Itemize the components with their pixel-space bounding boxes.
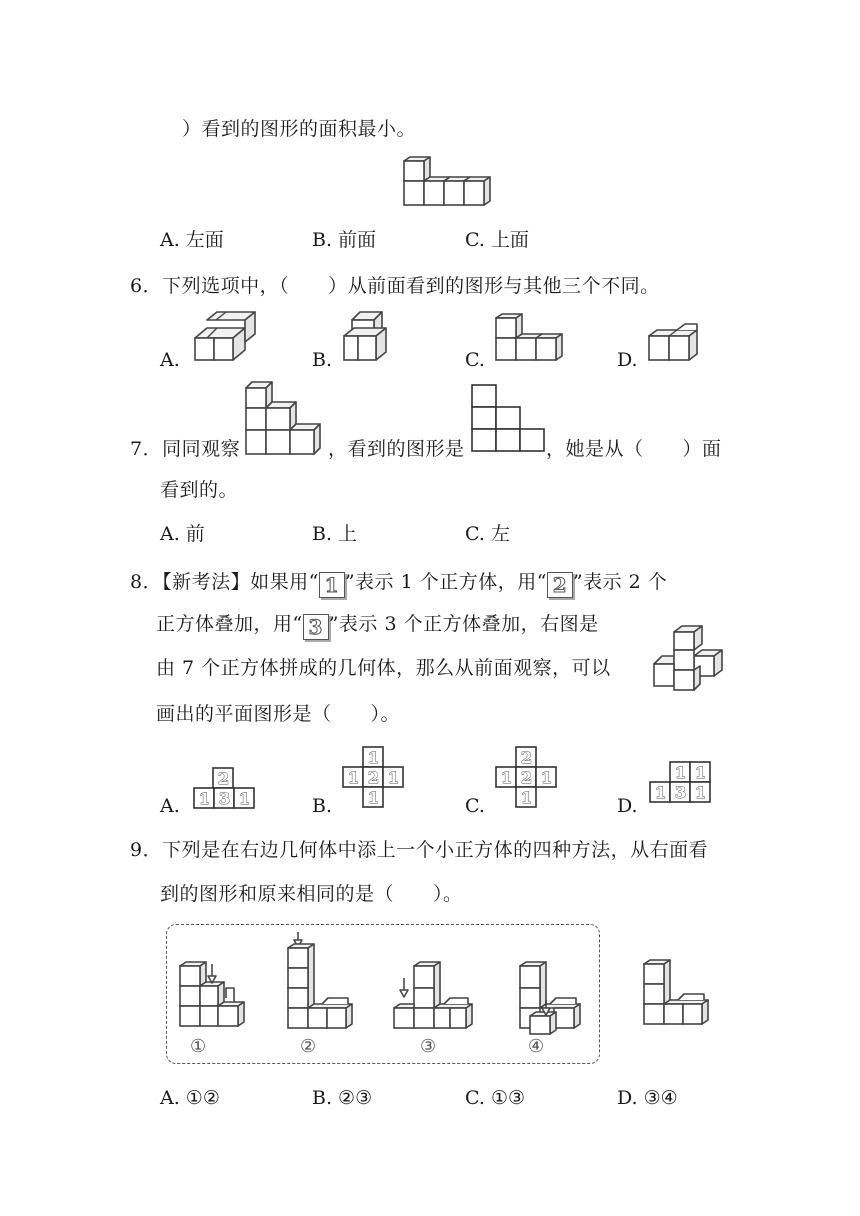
q9-stem-line2: 到的图形和原来相同的是（ ）。 (160, 883, 463, 905)
q8-a-cell: 1 (239, 789, 251, 808)
q7-stem-part1: 7．同同观察 (130, 438, 241, 460)
q9-original-figure (642, 958, 710, 1032)
q9-option-a[interactable]: A. ①② (160, 1087, 220, 1109)
q9-label-2: ② (300, 1036, 317, 1057)
q9-option-c[interactable]: C. ①③ (465, 1087, 526, 1109)
q6-option-a[interactable]: A. (160, 349, 180, 371)
q8-b-cell: 2 (368, 768, 380, 787)
q7-option-a[interactable]: A. 前 (160, 523, 205, 545)
q8-option-b-grid (341, 745, 411, 815)
q9-option-b[interactable]: B. ②③ (312, 1087, 373, 1109)
q8-d-cell: 1 (675, 763, 687, 782)
q8-d-cell: 3 (675, 783, 687, 802)
q9-figure-4 (516, 958, 586, 1044)
q9-stem-line1: 9．下列是在右边几何体中添上一个小正方体的四种方法，从右面看 (130, 839, 709, 861)
q8-c-cell: 1 (521, 788, 533, 807)
q8-stem-line4: 画出的平面图形是（ ）。 (156, 703, 401, 725)
q9-figure-1 (176, 950, 248, 1034)
q8-symbol-1: 1 (319, 572, 345, 598)
q6-stem: 6．下列选项中，（ ）从前面看到的图形与其他三个不同。 (130, 275, 660, 297)
q9-figure-2 (284, 930, 356, 1036)
q8-stem-line2: 正方体叠加，用“ 3 ”表示 3 个正方体叠加，右图是 (156, 613, 599, 639)
q8-b-cell: 1 (348, 768, 360, 787)
q8-option-c[interactable]: C. (465, 795, 485, 817)
q8-c-cell: 1 (541, 768, 553, 787)
q6-option-c-figure (494, 314, 564, 368)
q5-option-a[interactable]: A. 左面 (160, 229, 224, 251)
q6-option-c[interactable]: C. (465, 349, 485, 371)
q7-option-b[interactable]: B. 上 (312, 523, 358, 545)
q5-solid-figure (402, 157, 494, 211)
q8-a-cell: 3 (219, 789, 231, 808)
q8-b-cell: 1 (368, 788, 380, 807)
q8-option-d-grid (648, 760, 718, 810)
q8-option-d[interactable]: D. (617, 795, 638, 817)
q5-option-c[interactable]: C. 上面 (465, 229, 529, 251)
q8-a-cell: 2 (218, 769, 230, 788)
q8-c-cell: 1 (501, 768, 513, 787)
q8-c-cell: 2 (521, 768, 533, 787)
q7-stem-line2: 看到的。 (160, 479, 239, 501)
q7-solid-figure (244, 380, 324, 460)
q8-a-cell: 1 (199, 789, 211, 808)
q8-option-a-grid (192, 766, 262, 816)
q5-stem-tail: ）看到的图形的面积最小。 (182, 118, 417, 140)
q6-option-b-figure (342, 318, 392, 368)
q8-stem-line3: 由 7 个正方体拼成的几何体，那么从前面观察，可以 (156, 657, 611, 679)
q9-label-1: ① (190, 1036, 207, 1057)
q9-label-3: ③ (420, 1036, 437, 1057)
q9-label-4: ④ (528, 1036, 545, 1057)
q8-solid-figure (652, 626, 726, 696)
q8-option-c-grid (494, 745, 564, 815)
q6-option-b[interactable]: B. (312, 349, 333, 371)
q5-option-b[interactable]: B. 前面 (312, 229, 377, 251)
q6-option-a-figure (193, 318, 259, 368)
q7-stem-part3: ，她是从（ ）面 (546, 438, 722, 460)
q8-d-cell: 1 (695, 783, 707, 802)
q8-b-cell: 1 (388, 768, 400, 787)
q9-option-d[interactable]: D. ③④ (617, 1087, 678, 1109)
q8-option-b[interactable]: B. (312, 795, 333, 817)
q6-option-d-figure (647, 326, 701, 368)
q7-option-c[interactable]: C. 左 (465, 523, 510, 545)
q8-stem-line1: 8．【新考法】如果用“ 1 ”表示 1 个正方体，用“ 2 ”表示 2 个 (130, 571, 668, 597)
q8-b-cell: 1 (368, 748, 380, 767)
q9-figure-3 (392, 958, 476, 1036)
q8-d-cell: 1 (655, 783, 667, 802)
q8-d-cell: 1 (695, 763, 707, 782)
q8-symbol-2: 2 (547, 572, 573, 598)
q8-symbol-3: 3 (303, 614, 329, 640)
q8-c-cell: 2 (521, 748, 533, 767)
q7-view-figure (470, 384, 546, 458)
q8-option-a[interactable]: A. (160, 795, 180, 817)
q6-option-d[interactable]: D. (617, 349, 638, 371)
q7-stem-part2: ，看到的图形是 (328, 438, 465, 460)
